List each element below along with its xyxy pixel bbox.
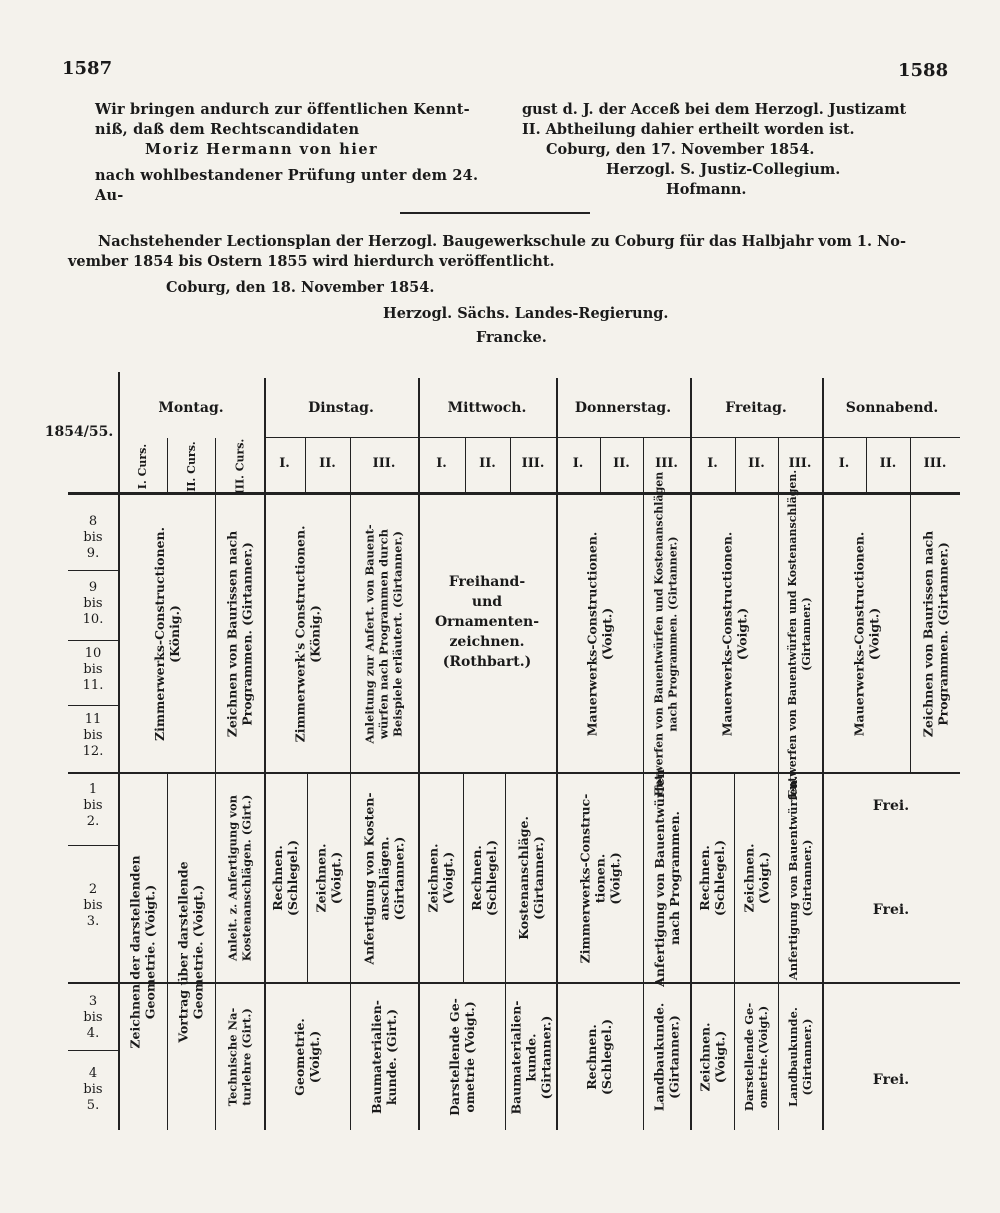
notice-line: vember 1854 bis Ostern 1855 wird hierdurch veröffentlicht.	[68, 253, 555, 270]
time-slot: 8 bis 9.	[83, 514, 103, 561]
time-slot: 3 bis 4.	[83, 994, 103, 1041]
lesson-cell: Zeichnen. (Voigt.)	[313, 843, 344, 913]
day-header-dinstag: Dinstag.	[308, 400, 374, 416]
class-header: II.	[613, 456, 630, 471]
time-slot: 2 bis 3.	[83, 882, 103, 929]
time-slot: 1 bis 2.	[83, 782, 103, 829]
notice-signer: Hofmann.	[666, 181, 747, 198]
lesson-cell: Anleit. z. Anfertigung von Kostenanschlägen. (Girt.)	[225, 794, 254, 962]
lesson-cell: Technische Na- turlehre (Girt.)	[225, 1007, 254, 1107]
time-slot: 10 bis 11.	[82, 646, 104, 693]
class-header: III.	[372, 456, 396, 471]
time-slot: 11 bis 12.	[82, 712, 104, 759]
lesson-cell: Entwerfen von Bauentwürfen und Kostenanschlägen nach Programmen. (Girtanner.)	[652, 471, 680, 797]
lesson-cell: Zeichnen. (Voigt.)	[425, 843, 456, 913]
notice-line: Wir bringen andurch zur öffentlichen Kennt-	[95, 101, 470, 118]
page-number-left: 1587	[62, 58, 113, 79]
free-period: Frei.	[872, 1072, 910, 1088]
day-header-freitag: Freitag.	[725, 400, 787, 416]
lesson-cell: Rechnen. (Schlegel.)	[270, 839, 301, 917]
lesson-cell: Landbaukunde. (Girtanner.)	[651, 1002, 682, 1112]
lesson-cell: Zeichnen. (Voigt.)	[697, 1022, 728, 1092]
lesson-cell: Anfertigung von Kosten- anschlägen. (Girtanner.)	[361, 791, 407, 965]
table-rule	[68, 492, 960, 495]
lesson-cell: Entwerfen von Bauentwürfen und Kostenanschlägen. (Girtanner.)	[786, 469, 813, 799]
notice-right-column	[522, 100, 962, 200]
lesson-cell: Zimmerwerk's Constructionen. (König.)	[292, 525, 323, 743]
notice-line: II. Abtheilung dahier ertheilt worden ist.	[522, 121, 855, 138]
table-rule	[68, 640, 118, 641]
lesson-cell: Rechnen. (Schlegel.)	[697, 839, 727, 917]
lesson-cell: Rechnen. (Schlegel.)	[584, 1018, 615, 1096]
lesson-cell: Anfertigung von Bauentwürfen nach Programmen.	[651, 769, 682, 987]
lesson-cell: Zeichnen von Baurissen nach Programmen. (Girtanner.)	[920, 530, 950, 738]
notice-signer: Francke.	[476, 329, 547, 346]
lesson-cell: Mauerwerks-Constructionen. (Voigt.)	[584, 531, 615, 737]
class-header: II. Curs.	[184, 440, 198, 492]
table-rule	[68, 570, 118, 571]
class-header: I.	[572, 456, 584, 471]
table-rule	[264, 437, 960, 438]
lesson-cell: Baumaterialien- kunde. (Girt.)	[369, 1000, 399, 1114]
class-header: I.	[436, 456, 447, 471]
time-slot: 9 bis 10.	[82, 580, 104, 627]
lesson-cell: Zimmerwerks-Construc- tionen. (Voigt.)	[577, 793, 622, 963]
notice-2	[68, 232, 968, 348]
notice-line: niß, daß dem Rechtscandidaten	[95, 121, 360, 138]
lesson-cell: Zeichnen der darstellenden Geometrie. (Voigt.)	[127, 855, 158, 1049]
class-header: III.	[521, 456, 545, 471]
day-header-donnerstag: Donnerstag.	[574, 400, 672, 416]
class-header: I.	[707, 456, 718, 471]
lesson-cell: Anfertigung von Bauentwürfen. (Girtanner.)	[786, 775, 815, 981]
lesson-cell: Landbaukunde. (Girtanner.)	[786, 1007, 815, 1107]
day-header-mittwoch: Mittwoch.	[447, 400, 527, 416]
notice-line: gust d. J. der Acceß bei dem Herzogl. Justizamt	[522, 101, 907, 118]
class-header: III.	[788, 456, 812, 471]
class-header: II.	[748, 456, 765, 471]
time-slot: 4 bis 5.	[83, 1066, 103, 1113]
class-header: I.	[838, 456, 850, 471]
day-header-montag: Montag.	[158, 400, 224, 416]
lesson-cell: Mauerwerks-Constructionen. (Voigt.)	[719, 531, 749, 737]
lesson-cell: Mauerwerks-Constructionen. (Voigt.)	[851, 531, 881, 737]
page-number-right: 1588	[898, 60, 949, 81]
table-rule	[68, 1050, 118, 1051]
table-rule	[68, 845, 118, 846]
class-header: I. Curs.	[136, 443, 149, 489]
table-rule	[68, 705, 118, 706]
free-period: Frei.	[872, 798, 910, 814]
notice-authority: Herzogl. S. Justiz-Collegium.	[606, 161, 841, 178]
lesson-cell: Darstellende Ge- ometrie.(Voigt.)	[742, 1002, 770, 1112]
class-header: II.	[479, 456, 496, 471]
notice-line: nach wohlbestandener Prüfung unter dem 24. Au-	[95, 167, 479, 204]
class-header: II.	[879, 456, 897, 471]
day-header-sonnabend: Sonnabend.	[845, 400, 939, 416]
school-year: 1854/55.	[44, 424, 114, 440]
notice-date: Coburg, den 17. November 1854.	[546, 141, 815, 158]
lesson-cell: Rechnen. (Schlegel.)	[469, 839, 499, 917]
separator	[400, 212, 590, 214]
lesson-cell: Anleitung zur Anfert. von Bauent- würfen nach Programmen durch Beispiele erläutert. (Girtanner.)	[363, 524, 405, 744]
free-period: Frei.	[872, 902, 910, 918]
lesson-cell: Zeichnen. (Voigt.)	[741, 843, 772, 913]
lesson-cell: Geometrie. (Voigt.)	[292, 1018, 322, 1096]
class-header: I.	[279, 456, 290, 471]
lesson-cell: Freihand- und Ornamenten- zeichnen. (Rothbart.)	[434, 574, 540, 670]
class-header: II.	[319, 456, 336, 471]
lesson-cell: Kostenanschläge. (Girtanner.)	[515, 816, 546, 940]
lesson-cell: Darstellende Ge- ometrie (Voigt.)	[446, 998, 477, 1116]
class-header: III. Curs.	[233, 438, 247, 494]
notice-left-column	[95, 100, 500, 206]
class-header: III.	[655, 456, 678, 471]
notice-date: Coburg, den 18. November 1854.	[166, 279, 435, 296]
notice-line: Nachstehender Lectionsplan der Herzogl. Baugewerkschule zu Coburg für das Halbjahr vom 1. No-	[98, 233, 906, 250]
notice-line: Moriz Hermann von hier	[145, 141, 379, 158]
lesson-cell: Zeichnen von Baurissen nach Programmen. (Girtanner.)	[224, 530, 255, 738]
lesson-cell: Zimmerwerks-Constructionen. (König.)	[151, 527, 182, 741]
lesson-cell: Vortrag über darstellende Geometrie. (Voigt.)	[176, 861, 207, 1043]
notice-authority: Herzogl. Sächs. Landes-Regierung.	[383, 305, 669, 322]
class-header: III.	[923, 456, 947, 471]
lesson-cell: Baumaterialien- kunde. (Girtanner.)	[508, 1000, 553, 1114]
